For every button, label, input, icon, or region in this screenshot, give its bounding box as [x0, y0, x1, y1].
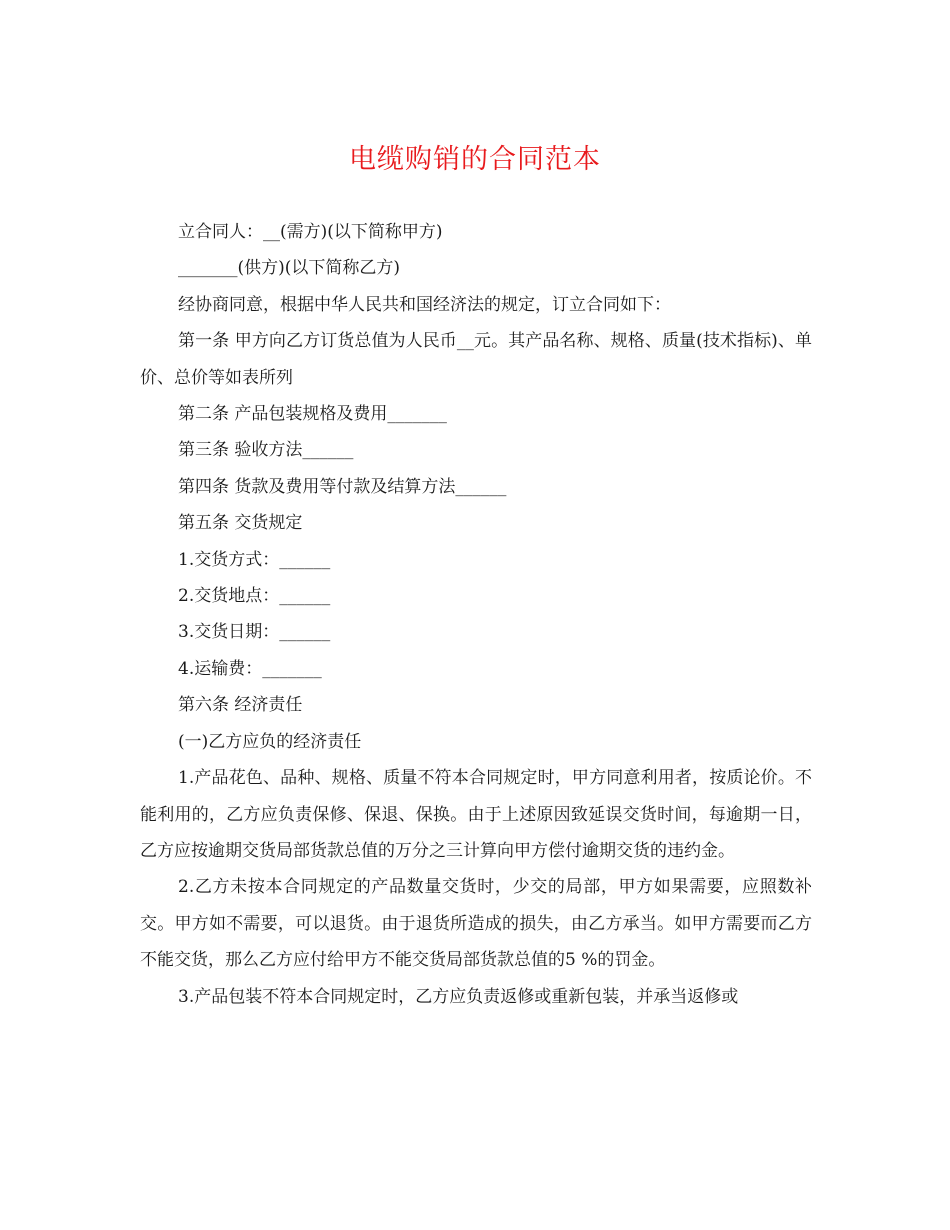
article-5: 第五条 交货规定: [178, 513, 303, 534]
preamble: 经协商同意，根据中华人民共和国经济法的规定，订立合同如下：: [178, 294, 671, 315]
clause-2: 2.乙方未按本合同规定的产品数量交货时，少交的局部，甲方如果需要，应照数补交。甲方如不需要，可以退货。由于退货所造成的损失，由乙方承当。如甲方需要而乙方不能交货，那么乙方应付给甲方不能交货局部货款总值的5 %的罚金。: [140, 877, 812, 971]
article-2: 第二条 产品包装规格及费用_______: [178, 404, 447, 425]
document-title: 电缆购销的合同范本: [349, 144, 601, 175]
delivery-method: 1.交货方式：______: [178, 549, 331, 570]
clause-1: 1.产品花色、品种、规格、质量不符本合同规定时，甲方同意利用者，按质论价。不能利用的，乙方应负责保修、保退、保换。由于上述原因致延误交货时间，每逾期一日，乙方应按逾期交货局部货款总值的万分之三计算向甲方偿付逾期交货的违约金。: [140, 768, 812, 861]
party-a-line: 立合同人：__(需方)(以下简称甲方): [178, 222, 443, 242]
article-4: 第四条 货款及费用等付款及结算方法______: [178, 476, 507, 497]
document-body: [140, 214, 812, 1015]
party-b-line: _______(供方)(以下简称乙方): [178, 258, 401, 279]
transport-fee: 4.运输费：_______: [178, 658, 322, 679]
delivery-location: 2.交货地点：______: [178, 586, 331, 607]
article-3: 第三条 验收方法______: [178, 440, 354, 461]
delivery-date: 3.交货日期：______: [178, 622, 331, 643]
article-1: 第一条 甲方向乙方订货总值为人民币__元。其产品名称、规格、质量(技术指标)、单价、总价等如表所列: [140, 331, 812, 388]
clause-3: 3.产品包装不符本合同规定时，乙方应负责返修或重新包装，并承当返修或: [178, 986, 739, 1007]
article-6: 第六条 经济责任: [178, 695, 303, 716]
section-party-b-liability: (一)乙方应负的经济责任: [178, 731, 362, 752]
